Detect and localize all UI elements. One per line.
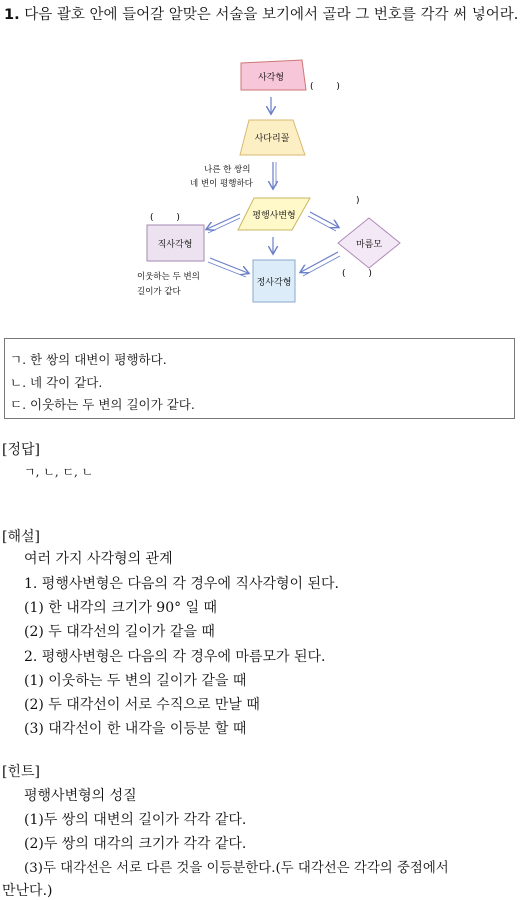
parallelogram-label: 평행사변형 xyxy=(252,211,296,221)
answer-label: [정답] xyxy=(2,442,40,458)
arrow-parallelogram-rectangle xyxy=(207,214,240,229)
rectangle-blank: ( ) xyxy=(150,213,180,223)
question-text: 다음 괄호 안에 들어갈 알맞은 서술을 보기에서 골라 그 번호를 각각 써 넣어라. xyxy=(24,7,519,23)
arrow-rectangle-square xyxy=(210,258,248,273)
option-item: ㄴ. 네 각이 같다. xyxy=(10,374,103,390)
square-label: 정사각형 xyxy=(256,278,292,288)
explanation-line: (2) 두 대각선이 서로 수직으로 만날 때 xyxy=(24,697,260,713)
explanation-label: [해설] xyxy=(2,529,40,545)
quad-label: 사각형 xyxy=(257,73,285,83)
explanation-line: 여러 가지 사각형의 관계 xyxy=(24,551,173,567)
rhombus-blank-top: ) xyxy=(356,196,360,206)
answer-text: ㄱ, ㄴ, ㄷ, ㄴ xyxy=(24,465,94,479)
explanation-line: (3) 대각선이 한 내각을 이등분 할 때 xyxy=(24,721,247,737)
hint-line: (1)두 쌍의 대변의 길이가 각각 같다. xyxy=(24,812,247,828)
hint-line: (3)두 대각선은 서로 다른 것을 이등분한다.(두 대각선은 각각의 중점에서 xyxy=(24,861,449,876)
note-parallel-2: 네 변이 평행하다 xyxy=(190,179,253,189)
explanation-line: 1. 평행사변형은 다음의 각 경우에 직사각형이 된다. xyxy=(24,576,339,592)
explanation-line: (2) 두 대각선의 길이가 같을 때 xyxy=(24,624,215,640)
quadrilateral-diagram xyxy=(0,0,532,330)
explanation-line: (1) 한 내각의 크기가 90° 일 때 xyxy=(24,600,218,616)
explanation-line: (1) 이웃하는 두 변의 길이가 같을 때 xyxy=(24,673,247,689)
arrow-rhombus-square xyxy=(301,252,338,272)
option-item: ㄷ. 이웃하는 두 변의 길이가 같다. xyxy=(10,397,195,412)
rhombus-label: 마름모 xyxy=(355,240,383,250)
note-adjacent-2: 길이가 같다 xyxy=(137,287,181,297)
trapezoid-label: 사다리꼴 xyxy=(254,134,290,144)
note-adjacent-1: 이웃하는 두 변의 xyxy=(137,272,200,282)
hint-label: [힌트] xyxy=(2,764,40,780)
options-box xyxy=(4,338,515,419)
hint-line: (2)두 쌍의 대각의 크기가 각각 같다. xyxy=(24,836,247,852)
rectangle-label: 직사각형 xyxy=(157,240,193,250)
question-number: 1. xyxy=(4,7,20,23)
note-parallel-1: 나른 한 쌍의 xyxy=(204,165,251,175)
hint-line: 평행사변형의 성질 xyxy=(24,788,137,804)
hint-continuation: 만난다.) xyxy=(2,883,53,899)
quad-blank: ( ) xyxy=(310,82,340,92)
option-item: ㄱ. 한 쌍의 대변이 평행하다. xyxy=(10,352,167,367)
explanation-line: 2. 평행사변형은 다음의 각 경우에 마름모가 된다. xyxy=(24,649,326,665)
rhombus-blank: ( ) xyxy=(342,269,372,279)
